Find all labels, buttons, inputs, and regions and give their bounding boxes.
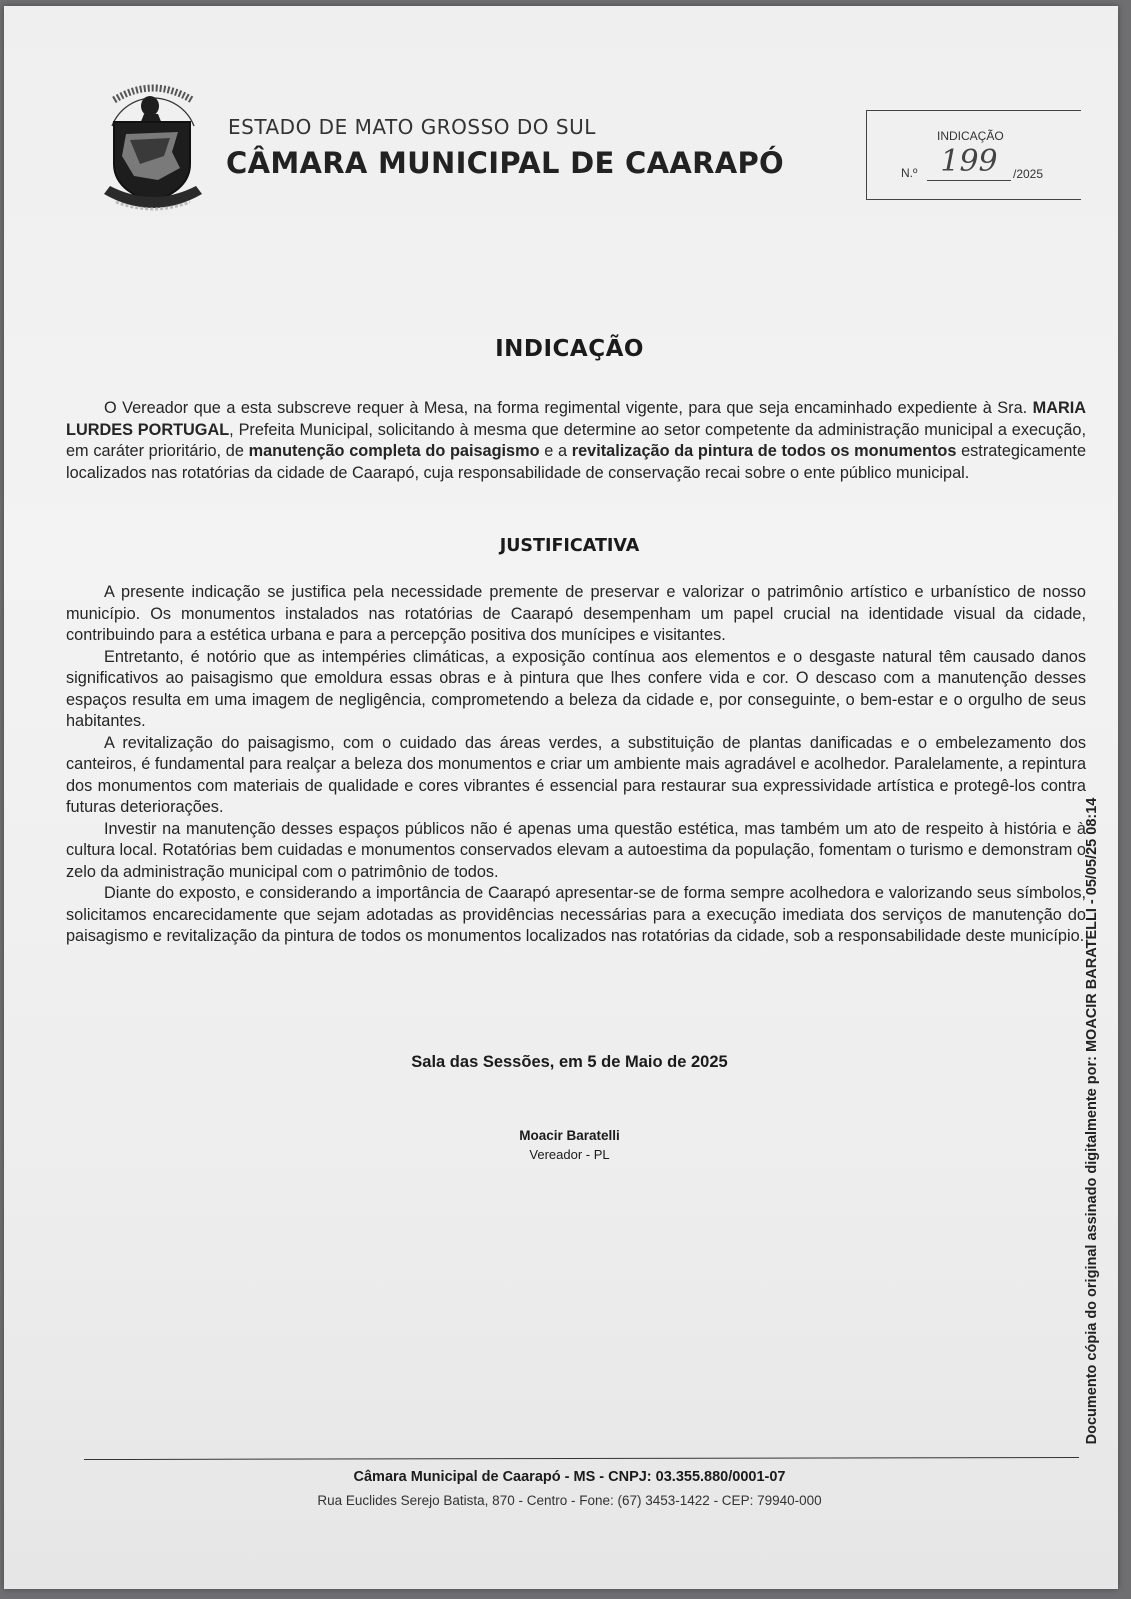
bold-revitalization: revitalização da pintura de todos os monumentos xyxy=(571,442,957,460)
paragraph: A revitalização do paisagismo, com o cuidado das áreas verdes, a substituição de plantas danificadas e o embelezamento dos canteiros, é fundamental para realçar a beleza dos monumentos e criar um ambiente mais agradável e acolhedor. Paralelamente, a repintura dos monumentos com materiais de qualidade e cores vibrantes é essencial para restaurar sua expressividade artística e protegê-los contra futuras deteriorações. xyxy=(66,733,1086,816)
document-title: INDICAÇÃO xyxy=(495,336,644,362)
indication-year: /2025 xyxy=(1013,167,1044,181)
paragraph: Diante do exposto, e considerando a importância de Caarapó apresentar-se de forma sempre acolhedora e valorizando seus símbolos, solicitamos encarecidamente que sejam adotadas as providências necessárias para a execução imediata dos serviços de manutenção do paisagismo e revitalização da pintura de todos os monumentos localizados nas rotatórias da cidade, sob a responsabilidade deste município. xyxy=(66,884,1086,945)
signatory-name: Moacir Baratelli xyxy=(519,1128,620,1143)
indication-number-box xyxy=(866,110,1081,200)
footer-address: Rua Euclides Serejo Batista, 870 - Centro - Fone: (67) 3453-1422 - CEP: 79940-000 xyxy=(317,1493,822,1508)
paragraph: Investir na manutenção desses espaços públicos não é apenas uma questão estética, mas também um ato de respeito à história e à cultura local. Rotatórias bem cuidadas e monumentos conservados elevam a autoestima da população, fomentam o turismo e demonstram o zelo da administração municipal com o patrimônio de todos. xyxy=(66,819,1086,881)
header-state: ESTADO DE MATO GROSSO DO SUL xyxy=(228,115,596,139)
legislative-seal-icon xyxy=(100,82,206,214)
mayor-name: MARIA LURDES PORTUGAL xyxy=(66,399,1086,439)
signatory-role: Vereador - PL xyxy=(529,1147,610,1162)
digital-signature-stamp: Documento cópia do original assinado digitalmente por: MOACIR BARATELLI - 05/05/25 08:14 xyxy=(1084,797,1100,1445)
document-page xyxy=(4,6,1118,1589)
footer-entity: Câmara Municipal de Caarapó - MS - CNPJ: 03.355.880/0001-07 xyxy=(353,1469,786,1485)
indication-number: 199 xyxy=(927,144,1011,181)
closing-line: Sala das Sessões, em 5 de Maio de 2025 xyxy=(411,1053,728,1071)
justification-title: JUSTIFICATIVA xyxy=(499,536,640,556)
header-chamber: CÂMARA MUNICIPAL DE CAARAPÓ xyxy=(226,146,784,180)
number-prefix: N.º xyxy=(901,166,918,180)
paragraph: A presente indicação se justifica pela necessidade premente de preservar e valorizar o patrimônio artístico e urbanístico de nosso município. Os monumentos instalados nas rotatórias de Caarapó desempenham um papel crucial na identidade visual da cidade, contribuindo para a estética urbana e para a percepção positiva dos munícipes e visitantes. xyxy=(66,583,1086,644)
paragraph: Entretanto, é notório que as intempéries climáticas, a exposição contínua aos elementos e o desgaste natural têm causado danos significativos ao paisagismo que emoldura essas obras e à pintura que lhes confere vida e cor. O descaso com a manutenção desses espaços resulta em uma imagem de negligência, comprometendo a beleza da cidade e, por conseguinte, o bem-estar e o orgulho de seus habitantes. xyxy=(66,647,1086,730)
indication-label: INDICAÇÃO xyxy=(937,129,1004,143)
bold-maintenance: manutenção completa do paisagismo xyxy=(248,442,540,460)
justification-body xyxy=(66,582,1086,948)
intro-paragraph: O Vereador que a esta subscreve requer à Mesa, na forma regimental vigente, para que seja encaminhado expediente à Sra. MARIA LURDES PORTUGAL, Prefeita Municipal, solicitando à mesma que determine ao setor competente da administração municipal a execução, em caráter prioritário, de manutenção completa do paisagismo e a revitalização da pintura de todos os monumentos estrategicamente localizados nas rotatórias da cidade de Caarapó, cuja responsabilidade de conservação recai sobre o ente público municipal. xyxy=(66,399,1087,482)
footer-divider xyxy=(84,1457,1079,1460)
